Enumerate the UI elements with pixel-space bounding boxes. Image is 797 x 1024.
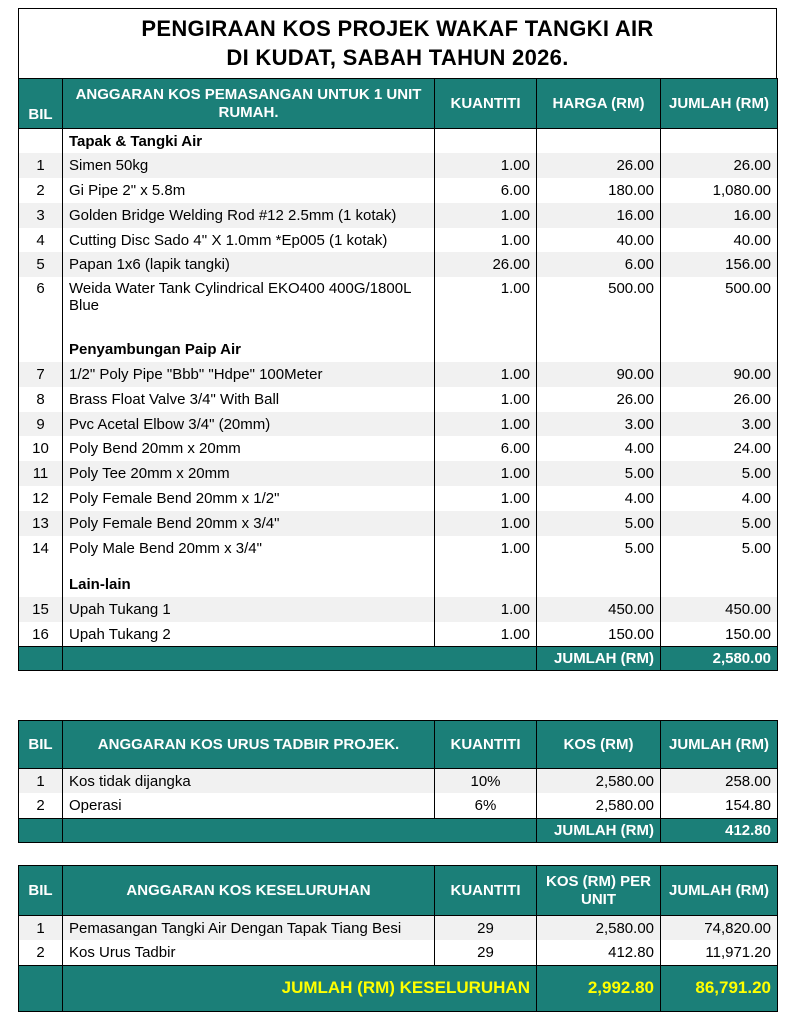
section-title: Penyambungan Paip Air [63,337,435,362]
title-line-2: DI KUDAT, SABAH TAHUN 2026. [226,45,569,70]
item-quantity: 6.00 [435,436,537,461]
item-quantity: 1.00 [435,362,537,387]
item-price: 3.00 [537,412,661,437]
row-number: 1 [19,153,63,178]
item-total: 150.00 [661,622,778,647]
item-quantity: 1.00 [435,277,537,325]
item-description: Operasi [63,793,435,818]
row-number: 1 [19,769,63,794]
item-total: 258.00 [661,769,778,794]
sum-row [19,647,778,671]
empty-cell [19,325,63,337]
admin-cost-table [18,720,778,843]
item-quantity: 1.00 [435,203,537,228]
item-price: 2,580.00 [537,916,661,941]
empty-cell [63,325,435,337]
empty-cell [19,337,63,362]
item-total: 74,820.00 [661,916,778,941]
row-number: 9 [19,412,63,437]
empty-cell [63,560,435,572]
item-description: Cutting Disc Sado 4'' X 1.0mm *Ep005 (1 kotak) [63,228,435,253]
col-header-bil: BIL [19,721,63,769]
table-row [19,387,778,412]
item-price: 5.00 [537,461,661,486]
item-description: Poly Tee 20mm x 20mm [63,461,435,486]
item-description: 1/2" Poly Pipe "Bbb" "Hdpe" 100Meter [63,362,435,387]
col-header-bil: BIL [19,79,63,129]
item-quantity: 1.00 [435,153,537,178]
table-row [19,153,778,178]
empty-cell [537,325,661,337]
item-description: Gi Pipe 2" x 5.8m [63,178,435,203]
item-total: 154.80 [661,793,778,818]
item-quantity: 10% [435,769,537,794]
item-description: Pemasangan Tangki Air Dengan Tapak Tiang Besi [63,916,435,941]
sum-row [19,818,778,842]
row-number: 2 [19,940,63,965]
col-header-total: JUMLAH (RM) [661,866,778,916]
row-number: 7 [19,362,63,387]
item-total: 24.00 [661,436,778,461]
item-description: Weida Water Tank Cylindrical EKO400 400G/1800L Blue [63,277,435,325]
item-description: Upah Tukang 1 [63,597,435,622]
row-number: 12 [19,486,63,511]
item-description: Poly Female Bend 20mm x 1/2" [63,486,435,511]
section-row [19,129,778,154]
item-quantity: 29 [435,940,537,965]
row-number: 1 [19,916,63,941]
item-quantity: 1.00 [435,461,537,486]
item-price: 500.00 [537,277,661,325]
row-number: 4 [19,228,63,253]
sum-value: 2,580.00 [661,647,778,671]
col-header-total: JUMLAH (RM) [661,79,778,129]
table-row [19,622,778,647]
sum-label: JUMLAH (RM) [537,818,661,842]
col-header-quantity: KUANTITI [435,79,537,129]
item-price: 4.00 [537,436,661,461]
empty-cell [435,337,537,362]
empty-cell [435,325,537,337]
item-price: 412.80 [537,940,661,965]
item-price: 450.00 [537,597,661,622]
item-price: 6.00 [537,252,661,277]
sum-blank [63,647,537,671]
item-price: 16.00 [537,203,661,228]
item-description: Kos Urus Tadbir [63,940,435,965]
item-price: 90.00 [537,362,661,387]
spacer-row [19,560,778,572]
grand-total-value: 86,791.20 [661,965,778,1011]
sum-value: 412.80 [661,818,778,842]
row-number: 2 [19,178,63,203]
table-row [19,436,778,461]
table-row [19,486,778,511]
item-quantity: 1.00 [435,622,537,647]
item-quantity: 1.00 [435,387,537,412]
section-title: Lain-lain [63,572,435,597]
section-row [19,572,778,597]
empty-cell [19,572,63,597]
grand-unit-cost: 2,992.80 [537,965,661,1011]
grand-total-row [19,965,778,1011]
sum-blank [19,647,63,671]
item-description: Pvc Acetal Elbow 3/4" (20mm) [63,412,435,437]
row-number: 15 [19,597,63,622]
empty-cell [537,337,661,362]
overall-cost-table [18,865,778,1012]
sum-blank [19,818,63,842]
item-total: 40.00 [661,228,778,253]
empty-cell [435,572,537,597]
item-description: Upah Tukang 2 [63,622,435,647]
item-quantity: 1.00 [435,536,537,561]
empty-cell [435,129,537,154]
item-price: 150.00 [537,622,661,647]
table-row [19,511,778,536]
sum-blank [19,965,63,1011]
empty-cell [661,572,778,597]
item-total: 156.00 [661,252,778,277]
item-price: 180.00 [537,178,661,203]
document-title [18,8,777,78]
item-description: Papan 1x6 (lapik tangki) [63,252,435,277]
empty-cell [435,560,537,572]
item-price: 4.00 [537,486,661,511]
table-row [19,597,778,622]
row-number: 6 [19,277,63,325]
item-quantity: 1.00 [435,597,537,622]
item-quantity: 1.00 [435,486,537,511]
table-row [19,362,778,387]
item-total: 1,080.00 [661,178,778,203]
item-total: 26.00 [661,387,778,412]
empty-cell [537,129,661,154]
empty-cell [537,560,661,572]
item-total: 5.00 [661,536,778,561]
empty-cell [661,560,778,572]
table-row [19,940,778,965]
col-header-price: HARGA (RM) [537,79,661,129]
col-header-bil: BIL [19,866,63,916]
item-quantity: 1.00 [435,412,537,437]
table-row [19,178,778,203]
row-number: 2 [19,793,63,818]
table-row [19,252,778,277]
item-price: 2,580.00 [537,793,661,818]
item-price: 5.00 [537,536,661,561]
item-total: 11,971.20 [661,940,778,965]
row-number: 3 [19,203,63,228]
title-line-1: PENGIRAAN KOS PROJEK WAKAF TANGKI AIR [141,16,654,41]
row-number: 5 [19,252,63,277]
table-row [19,461,778,486]
empty-cell [661,129,778,154]
item-quantity: 6.00 [435,178,537,203]
item-quantity: 29 [435,916,537,941]
col-header-cost-per-unit: KOS (RM) PER UNIT [537,866,661,916]
item-quantity: 6% [435,793,537,818]
item-description: Golden Bridge Welding Rod #12 2.5mm (1 kotak) [63,203,435,228]
item-total: 3.00 [661,412,778,437]
col-header-total: JUMLAH (RM) [661,721,778,769]
table-row [19,769,778,794]
item-total: 500.00 [661,277,778,325]
row-number: 11 [19,461,63,486]
col-header-description: ANGGARAN KOS KESELURUHAN [63,866,435,916]
item-description: Simen 50kg [63,153,435,178]
empty-cell [661,325,778,337]
item-quantity: 26.00 [435,252,537,277]
col-header-description: ANGGARAN KOS URUS TADBIR PROJEK. [63,721,435,769]
item-price: 26.00 [537,153,661,178]
table-row [19,536,778,561]
table-row [19,916,778,941]
item-quantity: 1.00 [435,228,537,253]
section-row [19,337,778,362]
col-header-description: ANGGARAN KOS PEMASANGAN UNTUK 1 UNIT RUMAH. [63,79,435,129]
sum-label: JUMLAH (RM) [537,647,661,671]
item-description: Poly Male Bend 20mm x 3/4" [63,536,435,561]
table-row [19,277,778,325]
item-total: 5.00 [661,511,778,536]
item-total: 26.00 [661,153,778,178]
item-total: 450.00 [661,597,778,622]
item-quantity: 1.00 [435,511,537,536]
item-description: Poly Bend 20mm x 20mm [63,436,435,461]
empty-cell [19,129,63,154]
grand-total-label: JUMLAH (RM) KESELURUHAN [63,965,537,1011]
row-number: 14 [19,536,63,561]
item-price: 26.00 [537,387,661,412]
item-price: 40.00 [537,228,661,253]
table-row [19,203,778,228]
empty-cell [661,337,778,362]
row-number: 16 [19,622,63,647]
item-description: Brass Float Valve 3/4" With Ball [63,387,435,412]
empty-cell [537,572,661,597]
item-total: 16.00 [661,203,778,228]
item-total: 4.00 [661,486,778,511]
col-header-quantity: KUANTITI [435,721,537,769]
item-price: 2,580.00 [537,769,661,794]
table-row [19,793,778,818]
col-header-quantity: KUANTITI [435,866,537,916]
item-total: 5.00 [661,461,778,486]
item-description: Kos tidak dijangka [63,769,435,794]
item-total: 90.00 [661,362,778,387]
item-description: Poly Female Bend 20mm x 3/4" [63,511,435,536]
table-row [19,412,778,437]
col-header-cost: KOS (RM) [537,721,661,769]
installation-cost-table [18,78,778,671]
row-number: 8 [19,387,63,412]
table-row [19,228,778,253]
section-title: Tapak & Tangki Air [63,129,435,154]
sum-blank [63,818,537,842]
empty-cell [19,560,63,572]
row-number: 13 [19,511,63,536]
spacer-row [19,325,778,337]
row-number: 10 [19,436,63,461]
item-price: 5.00 [537,511,661,536]
